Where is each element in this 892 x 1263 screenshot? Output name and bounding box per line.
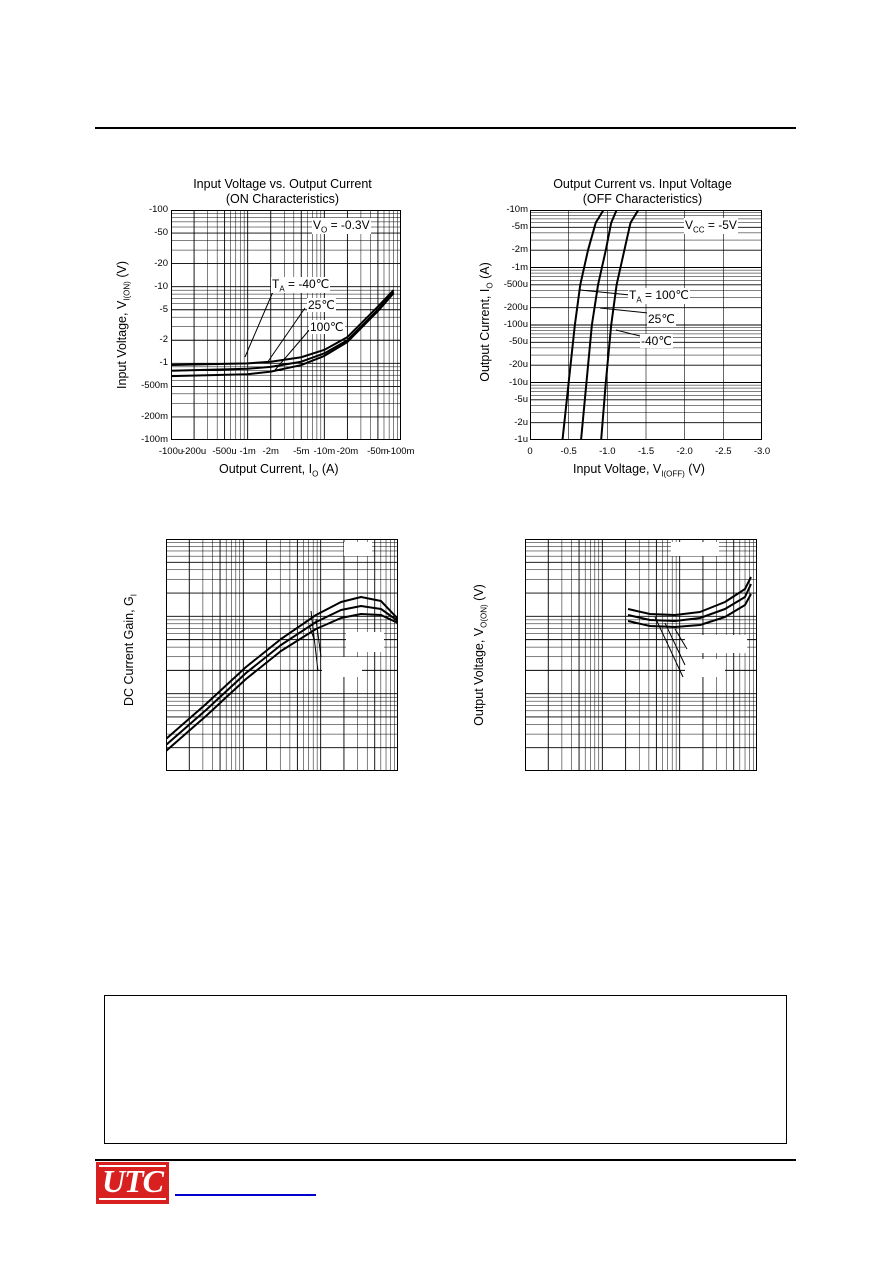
chart4-plot (525, 539, 757, 771)
chart1-x-tick-label: -50m (367, 446, 389, 457)
chart1-condition: $V_O = -0.3V$ (313, 218, 370, 235)
legend-blank (344, 542, 372, 556)
chart1-x-tick-label: -1m (239, 446, 256, 457)
chart1-y-tick-label: -1 (159, 357, 168, 369)
chart1-x-tick-label: -10m (313, 446, 336, 457)
chart2-y-axis-label: Output Current, $I_O$ (A) (477, 262, 495, 382)
chart1-y-tick-label: -100m (141, 434, 168, 445)
legend-blank (671, 542, 719, 556)
chart2-x-axis-label: Input Voltage, $V_{I(OFF)}$ (V) (573, 462, 705, 479)
footer-rule (95, 1159, 796, 1161)
chart2-label-100: $T_A$ = 100℃ (629, 288, 689, 305)
chart2-title-line2: (OFF Characteristics) (582, 192, 703, 206)
chart2-y-tick-label: -5m (511, 221, 528, 233)
chart2-y-tick-label: -500u (503, 278, 528, 290)
website-link-underline[interactable] (175, 1194, 316, 1196)
plot-frame (172, 211, 401, 440)
chart2-y-tick-label: -10u (508, 376, 528, 388)
chart2-title-line1: Output Current vs. Input Voltage (553, 177, 732, 191)
chart2-x-tick-label: -0.5 (560, 446, 577, 457)
chart1-y-tick-label: -100 (148, 204, 168, 215)
chart1-x-tick-label: -20m (336, 446, 359, 457)
chart1-y-tick-label: -500m (141, 380, 168, 392)
chart2-title (510, 177, 775, 207)
chart2-x-tick-label: -1.0 (599, 446, 616, 457)
chart1-y-tick-label: -5 (159, 303, 168, 315)
legend-blank (685, 659, 725, 677)
chart2-x-tick-label: 0 (527, 446, 533, 457)
chart1-x-tick-label: -2m (262, 446, 279, 457)
chart1-y-tick-label: -10 (154, 280, 168, 292)
chart1-label-25: 25℃ (308, 298, 335, 312)
chart1-plot (171, 210, 401, 440)
chart2-label-25: 25℃ (648, 312, 675, 326)
plot-frame (167, 540, 398, 771)
chart1-x-tick-label: -100u (158, 446, 184, 457)
chart2-condition: $V_{CC} = -5V$ (685, 218, 737, 235)
chart1-y-tick-label: -200m (141, 410, 168, 422)
chart1-label-minus40: $T_A$ = -40℃ (272, 277, 330, 294)
chart2-y-tick-label: -1m (511, 261, 528, 273)
legend-blank (685, 635, 747, 653)
chart1-x-tick-label: -500u (212, 446, 237, 457)
chart1-y-tick-label: -2 (159, 334, 168, 346)
chart2-y-tick-label: -5u (514, 393, 528, 405)
notice-box (104, 995, 787, 1144)
chart1-x-axis-label: Output Current, $I_O$ (A) (219, 462, 339, 479)
chart4-y-axis-label: Output Voltage, $V_{O(ON)}$ (V) (471, 584, 489, 726)
chart1-x-tick-label: -100m (387, 446, 415, 457)
header-rule (95, 127, 796, 129)
legend-blank (322, 657, 362, 677)
chart2-y-tick-label: -200u (503, 301, 528, 313)
chart2-y-tick-label: -1u (514, 434, 528, 445)
chart2-y-tick-label: -2m (511, 244, 528, 256)
chart2-label-minus40: -40℃ (641, 334, 672, 348)
chart2-plot (530, 210, 762, 440)
chart1-x-tick-label: -200u (181, 446, 207, 457)
chart2-y-tick-label: -50u (508, 336, 528, 348)
chart2-y-tick-label: -100u (503, 319, 528, 330)
chart1-label-100: 100℃ (310, 320, 344, 334)
utc-logo: UTC (96, 1162, 169, 1204)
chart3-plot (166, 539, 398, 771)
chart1-y-axis-label: Input Voltage, $V_{I(ON)}$ (V) (114, 261, 132, 389)
chart1-y-tick-label: -50 (154, 227, 168, 239)
chart2-y-tick-label: -20u (508, 359, 528, 371)
chart2-y-tick-label: -10m (506, 204, 528, 215)
legend-blank (346, 632, 384, 652)
chart1-title (150, 177, 415, 207)
plot-frame (526, 540, 757, 771)
chart1-y-tick-label: -20 (154, 257, 168, 269)
chart2-x-tick-label: -2.5 (715, 446, 732, 457)
chart1-title-line1: Input Voltage vs. Output Current (193, 177, 372, 191)
chart2-y-tick-label: -2u (514, 416, 528, 428)
chart1-x-tick-label: -5m (293, 446, 310, 457)
chart2-x-tick-label: -1.5 (637, 446, 655, 457)
chart2-x-tick-label: -2.0 (676, 446, 693, 457)
chart2-x-tick-label: -3.0 (753, 446, 771, 457)
chart1-title-line2: (ON Characteristics) (225, 192, 340, 206)
chart3-y-axis-label: DC Current Gain, $G_I$ (121, 594, 139, 706)
